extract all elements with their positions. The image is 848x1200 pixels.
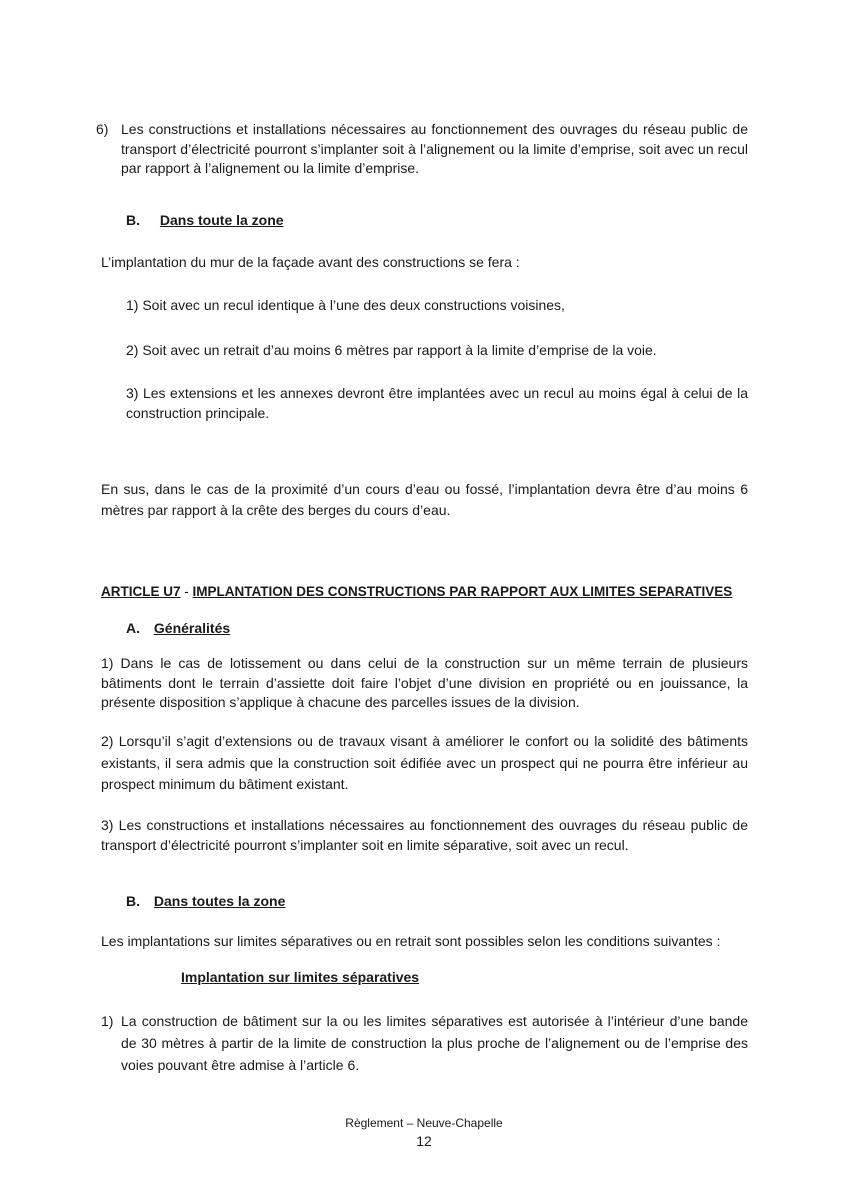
generalites-paragraph-1: 1) Dans le cas de lotissement ou dans celui de la construction sur un même terrain de plusieurs bâtiments dont le terrain d’assiette doit faire l’objet d’une division en propriété ou en jouissance, la présente disposition s’applique à chacune des parcelles issues de la division. — [101, 655, 748, 710]
subheading-title: Dans toutes la zone — [153, 893, 286, 909]
en-sus-paragraph: En sus, dans le cas de la proximité d’un cours d’eau ou fossé, l’implantation devra être d’au moins 6 mètres par rapport à la crête des berges du cours d’eau. — [101, 481, 748, 518]
subheading-b-toutes-la-zone — [126, 892, 526, 912]
paragraph-text: Les constructions et installations nécessaires au fonctionnement des ouvrages du réseau public de transport d’électricité pourront s’implanter soit à l’alignement ou la limite d’emprise, soit avec un recul par rapport à l’alignement ou la limite d’emprise. — [121, 121, 748, 176]
article-separator: - — [184, 584, 189, 599]
rule-3: 3) Les extensions et les annexes devront être implantées avec un recul au moins égal à celui de la construction principale. — [126, 385, 748, 421]
subheading-title: Dans toute la zone — [159, 212, 284, 228]
article-title: IMPLANTATION DES CONSTRUCTIONS PAR RAPPORT AUX LIMITES SEPARATIVES — [192, 584, 733, 599]
page-number: 12 — [416, 1133, 432, 1149]
article-heading — [101, 582, 781, 602]
rule-1: 1) Soit avec un recul identique à l’une des deux constructions voisines, — [126, 297, 565, 313]
generalites-paragraph-2: 2) Lorsqu’il s’agit d’extensions ou de travaux visant à améliorer le confort ou la solidité des bâtiments existants, il sera admis que la construction soit édifiée avec un prospect qui ne pourra être inférieur au prospect minimum du bâtiment existant. — [101, 733, 748, 792]
subheading-title: Généralités — [153, 620, 231, 636]
numbered-paragraph-1 — [101, 1010, 748, 1076]
item-number: 1) — [101, 1013, 114, 1029]
footer-text: Règlement – Neuve-Chapelle — [345, 1116, 503, 1130]
sub-subheading: Implantation sur limites séparatives — [181, 969, 420, 985]
subheading-b-toute-la-zone — [126, 211, 526, 231]
generalites-paragraph-3: 3) Les constructions et installations nécessaires au fonctionnement des ouvrages du réseau public de transport d’électricité pourront s’implanter soit en limite séparative, soit avec un recul. — [101, 817, 748, 853]
item-number: 6) — [96, 121, 109, 137]
subheading-letter: B. — [126, 212, 140, 228]
subheading-letter: A. — [126, 620, 140, 636]
paragraph-text: La construction de bâtiment sur la ou les limites séparatives est autorisée à l’intérieur d’une bande de 30 mètres à partir de la limite de construction la plus proche de l’alignement ou de l’emprise des voies pouvant être admise à l’article 6. — [121, 1013, 748, 1073]
subheading-a-generalites — [126, 619, 526, 639]
rule-2: 2) Soit avec un retrait d’au moins 6 mètres par rapport à la limite d’emprise de la voie. — [126, 342, 657, 358]
intro-paragraph: L’implantation du mur de la façade avant des constructions se fera : — [101, 254, 520, 270]
article-code: ARTICLE U7 — [101, 584, 181, 599]
numbered-paragraph-6 — [96, 120, 748, 179]
intro-paragraph-2: Les implantations sur limites séparatives ou en retrait sont possibles selon les conditions suivantes : — [101, 933, 721, 949]
subheading-letter: B. — [126, 893, 140, 909]
